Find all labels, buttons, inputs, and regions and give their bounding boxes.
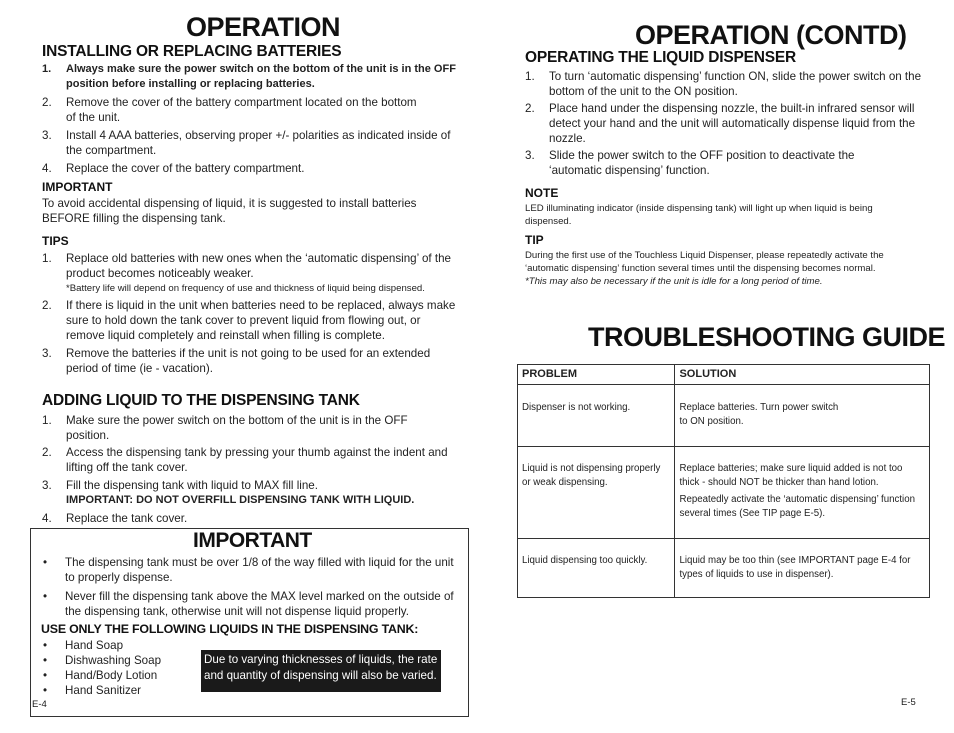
list-item: • Never fill the dispensing tank above the MAX level marked on the outside of the dispensing tank, otherwise unit will not dispense liquid properly. <box>43 590 454 618</box>
tip-text: During the first use of the Touchless Liquid Dispenser, please repeatedly activate the ‘automatic dispensing’ function several times until the dispensing becomes normal. *This may also be necessary if the unit is idle for a long period of time. <box>525 249 925 288</box>
dispenser-list <box>525 69 925 178</box>
note-heading: NOTE <box>525 186 559 200</box>
list-item: • Hand Soap <box>43 639 124 652</box>
solution-cell: Liquid may be too thin (see IMPORTANT page E-4 for types of liquids to use in dispenser). <box>675 539 930 598</box>
batteries-heading: INSTALLING OR REPLACING BATTERIES <box>42 43 342 60</box>
tip-italic-note: *This may also be necessary if the unit is idle for a long period of time. <box>525 276 823 287</box>
page-number-left: E-4 <box>32 699 47 710</box>
list-item: 3. Slide the power switch to the OFF position to deactivate the ‘automatic dispensing’ function. <box>525 149 855 177</box>
solution-cell: Replace batteries; make sure liquid added is not too thick - should NOT be thicker than hand lotion. Repeatedly activate the ‘automatic dispensing’ function several times (See TIP page E-5). <box>675 447 930 539</box>
note-text: LED illuminating indicator (inside dispensing tank) will light up when liquid is being dispensed. <box>525 203 873 227</box>
list-item: 4. Replace the tank cover. <box>42 512 188 525</box>
batteries-list <box>42 62 460 176</box>
important-heading: IMPORTANT <box>42 180 113 194</box>
table-header-row <box>518 365 930 385</box>
list-item: 2. Access the dispensing tank by pressing your thumb against the indent and lifting off the tank cover. <box>42 446 448 474</box>
list-item: 2. Place hand under the dispensing nozzle, the built-in infrared sensor will detect your hand and the unit will automatically dispense liquid from the nozzle. <box>525 102 916 145</box>
dispenser-heading: OPERATING THE LIQUID DISPENSER <box>525 49 797 66</box>
important-text: To avoid accidental dispensing of liquid, it is suggested to install batteries BEFORE filling the dispensing tank. <box>42 197 417 225</box>
tip-heading: TIP <box>525 233 544 247</box>
important-bullets <box>41 555 461 619</box>
problem-cell: Dispenser is not working. <box>518 385 675 447</box>
solution-cell: Replace batteries. Turn power switch to ON position. <box>675 385 930 447</box>
battery-note: *Battery life will depend on frequency of use and thickness of liquid being dispensed. <box>66 283 425 294</box>
list-item: • Hand/Body Lotion <box>43 669 158 682</box>
list-item: 3. Remove the batteries if the unit is not going to be used for an extended period of time (ie - vacation). <box>42 347 431 375</box>
list-item: 2. Remove the cover of the battery compartment located on the bottom of the unit. <box>42 96 417 124</box>
table-row <box>518 447 930 539</box>
liquids-list <box>41 638 201 698</box>
problem-cell: Liquid is not dispensing properly or weak dispensing. <box>518 447 675 539</box>
list-item: 1. Always make sure the power switch on the bottom of the unit is in the OFF position before installing or replacing batteries. <box>42 63 456 90</box>
page-title-contd: OPERATION (CONTD) <box>635 20 907 50</box>
page-title: OPERATION <box>186 12 341 42</box>
thickness-note: Due to varying thicknesses of liquids, the rate and quantity of dispensing will also be varied. <box>201 650 441 692</box>
list-item: 3. Fill the dispensing tank with liquid to MAX fill line. IMPORTANT: DO NOT OVERFILL DISPENSING TANK WITH LIQUID. <box>42 478 452 508</box>
important-box-title: IMPORTANT <box>193 529 312 552</box>
list-item: 3. Install 4 AAA batteries, observing proper +/- polarities as indicated inside of the compartment. <box>42 129 451 157</box>
page-number-right: E-5 <box>901 697 916 708</box>
list-item: 1. Replace old batteries with new ones when the ‘automatic dispensing’ of the product becomes noticeably weaker. *Battery life will depend on frequency of use and thickness of liquid being dispensed. <box>42 251 462 295</box>
table-row <box>518 385 930 447</box>
tips-list <box>42 251 462 376</box>
table-row <box>518 539 930 598</box>
list-item: 4. Replace the cover of the battery compartment. <box>42 162 305 175</box>
problem-cell: Liquid dispensing too quickly. <box>518 539 675 598</box>
list-item: 1. To turn ‘automatic dispensing’ function ON, slide the power switch on the bottom of the unit to the ON position. <box>525 70 922 98</box>
liquids-heading: USE ONLY THE FOLLOWING LIQUIDS IN THE DISPENSING TANK: <box>41 622 419 636</box>
adding-list <box>42 413 452 526</box>
list-item: 1. Make sure the power switch on the bottom of the unit is in the OFF position. <box>42 414 408 442</box>
adding-heading: ADDING LIQUID TO THE DISPENSING TANK <box>42 392 360 409</box>
column-header-solution: SOLUTION <box>675 365 930 385</box>
troubleshooting-title: TROUBLESHOOTING GUIDE <box>588 322 946 352</box>
column-header-problem: PROBLEM <box>518 365 675 385</box>
troubleshooting-table <box>517 364 930 598</box>
list-item: • Hand Sanitizer <box>43 684 142 697</box>
overfill-warning: IMPORTANT: DO NOT OVERFILL DISPENSING TANK WITH LIQUID. <box>66 494 415 506</box>
list-item: • Dishwashing Soap <box>43 654 162 667</box>
list-item: • The dispensing tank must be over 1/8 of the way filled with liquid for the unit to properly dispense. <box>43 556 454 584</box>
tips-heading: TIPS <box>42 234 69 248</box>
list-item: 2. If there is liquid in the unit when batteries need to be replaced, always make sure to hold down the tank cover to prevent liquid from flowing out, or remove liquid completely and reinstall when filling is complete. <box>42 299 456 342</box>
